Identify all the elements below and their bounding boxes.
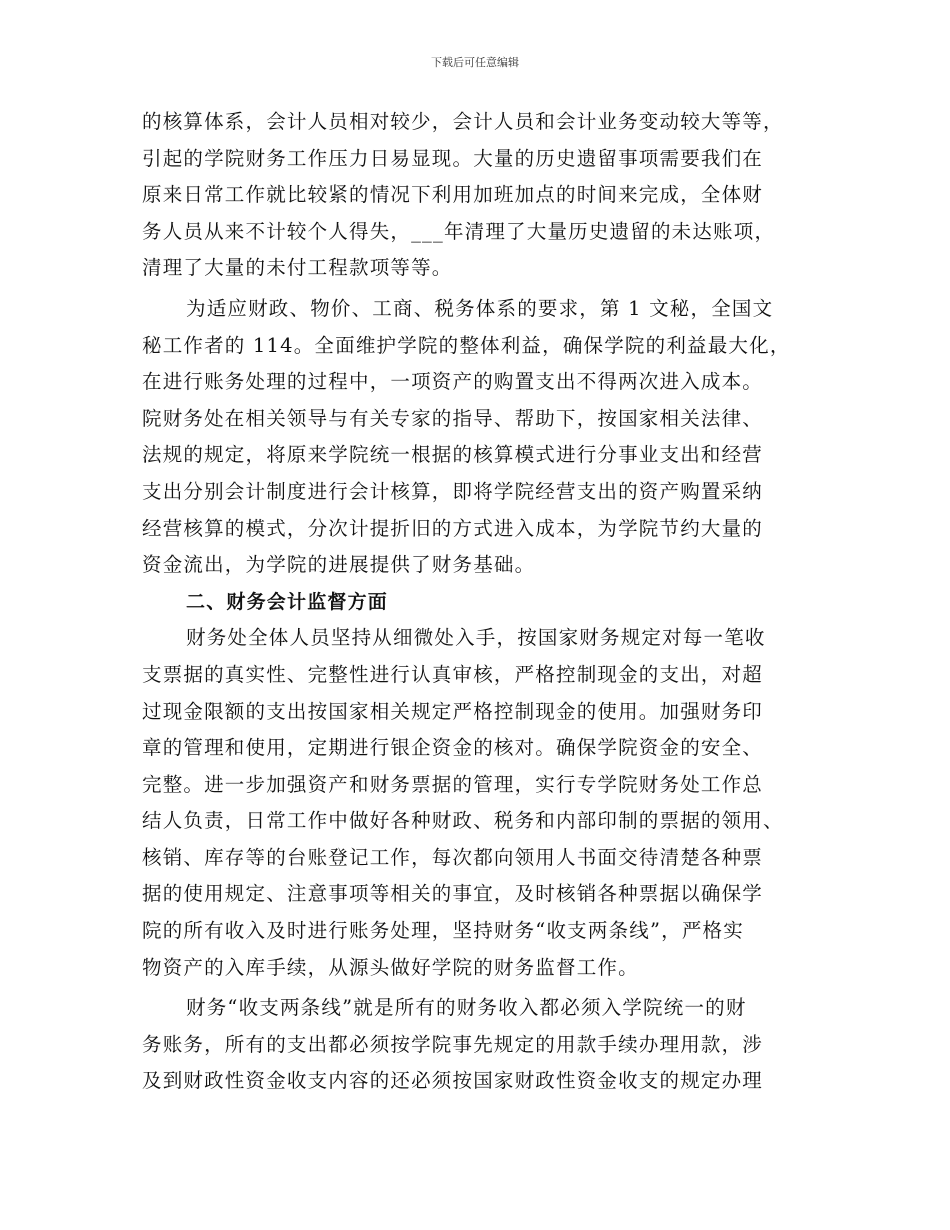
text-line: 在进行账务处理的过程中，一项资产的购置支出不得两次进入成本。 — [142, 370, 764, 394]
text-line: 财务处全体人员坚持从细微处入手，按国家财务规定对每一笔收 — [186, 626, 766, 650]
text-line: 据的使用规定、注意事项等相关的事宜，及时核销各种票据以确保学 — [142, 882, 764, 906]
page-header: 下载后可任意编辑 — [431, 56, 519, 69]
text-line: 的核算体系，会计人员相对较少，会计人员和会计业务变动较大等等， — [142, 110, 784, 133]
text-line: 为适应财政、物价、工商、税务体系的要求，第 1 文秘，全国文 — [186, 296, 774, 320]
text-line: 院的所有收入及时进行账务处理，坚持财务“收支两条线”，严格实 — [142, 919, 744, 943]
document-body — [142, 104, 822, 1100]
text-line: 完整。进一步加强资产和财务票据的管理，实行专学院财务处工作总 — [142, 772, 764, 796]
paragraph-supervision — [142, 620, 822, 986]
text-line: 务人员从来不计较个人得失，___年清理了大量历史遗留的未达账项， — [142, 219, 776, 243]
paragraph-accounting-system — [142, 291, 822, 584]
text-line: 经营核算的模式，分次计提折旧的方式进入成本，为学院节约大量的 — [142, 516, 764, 540]
text-line: 结人负责，日常工作中做好各种财政、税务和内部印制的票据的领用、 — [142, 809, 784, 833]
text-line: 财务“收支两条线”就是所有的财务收入都必须入学院统一的财 — [186, 996, 747, 1020]
text-line: 务账务，所有的支出都必须按学院事先规定的用款手续办理用款，涉 — [142, 1032, 764, 1056]
text-line: 核销、库存等的台账登记工作，每次都向领用人书面交待清楚各种票 — [142, 845, 764, 869]
text-line: 章的管理和使用，定期进行银企资金的核对。确保学院资金的安全、 — [142, 736, 764, 760]
text-line: 清理了大量的未付工程款项等等。 — [142, 256, 453, 280]
text-line: 物资产的入库手续，从源头做好学院的财务监督工作。 — [142, 955, 639, 979]
paragraph-continuation — [142, 104, 822, 287]
text-line: 法规的规定，将原来学院统一根据的核算模式进行分事业支出和经营 — [142, 443, 764, 467]
section-heading: 二、财务会计监督方面 — [186, 590, 389, 613]
paragraph-two-lines — [142, 990, 822, 1100]
text-line: 过现金限额的支出按国家相关规定严格控制现金的使用。加强财务印 — [142, 699, 764, 723]
text-line: 支出分别会计制度进行会计核算，即将学院经营支出的资产购置采纳 — [142, 479, 764, 503]
text-line: 及到财政性资金收支内容的还必须按国家财政性资金收支的规定办理 — [142, 1069, 764, 1093]
text-line: 引起的学院财务工作压力日易显现。大量的历史遗留事项需要我们在 — [142, 146, 764, 170]
text-line: 院财务处在相关领导与有关专家的指导、帮助下，按国家相关法律、 — [142, 406, 764, 430]
text-line: 支票据的真实性、完整性进行认真审核，严格控制现金的支出，对超 — [142, 662, 764, 686]
text-line: 秘工作者的 114。全面维护学院的整体利益，确保学院的利益最大化， — [142, 333, 791, 357]
text-line: 原来日常工作就比较紧的情况下利用加班加点的时间来完成，全体财 — [142, 183, 764, 207]
text-line: 资金流出，为学院的进展提供了财务基础。 — [142, 553, 536, 577]
